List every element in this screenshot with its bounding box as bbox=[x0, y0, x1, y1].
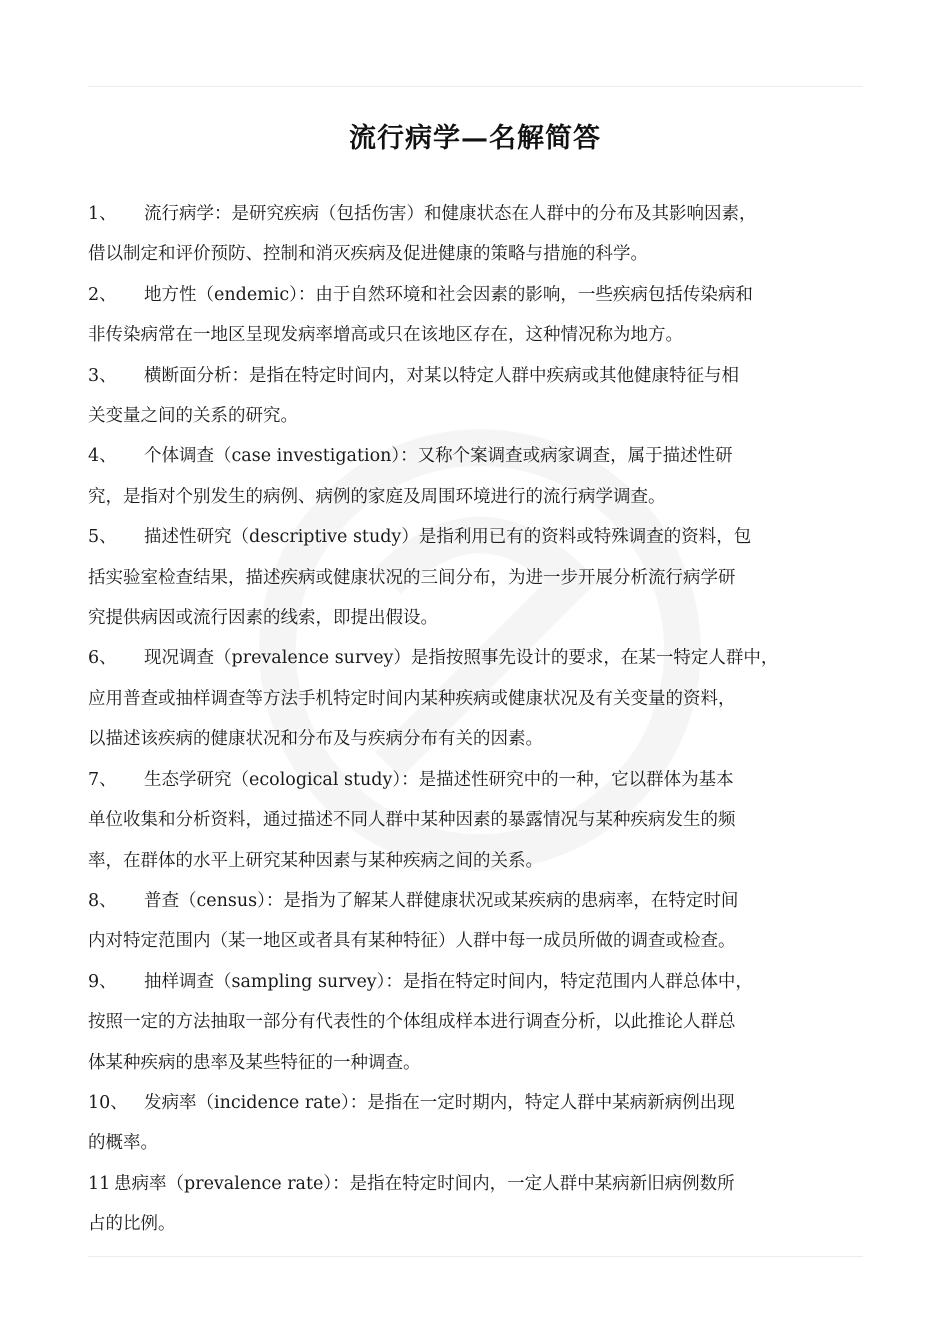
definition-entry bbox=[88, 194, 878, 275]
top-divider bbox=[88, 86, 863, 87]
entry-line bbox=[88, 1043, 878, 1083]
entry-text: 流行病学：是研究疾病（包括伤害）和健康状态在人群中的分布及其影响因素， bbox=[144, 204, 757, 224]
entry-text: 的概率。 bbox=[88, 1133, 158, 1154]
entry-text: 究，是指对个别发生的病例、病例的家庭及周围环境进行的流行病学调查。 bbox=[88, 486, 666, 507]
entry-line bbox=[88, 719, 878, 759]
entry-line bbox=[88, 841, 878, 881]
entry-text: 率，在群体的水平上研究某种因素与某种疾病之间的关系。 bbox=[88, 850, 543, 871]
entry-line bbox=[88, 962, 878, 1002]
entry-text: 借以制定和评价预防、控制和消灭疾病及促进健康的策略与措施的科学。 bbox=[88, 244, 648, 265]
entry-number: 2、 bbox=[88, 284, 117, 305]
entry-text: 究提供病因或流行因素的线索，即提出假设。 bbox=[88, 608, 438, 629]
definition-entry bbox=[88, 436, 878, 517]
entry-line bbox=[88, 800, 878, 840]
entry-line bbox=[88, 1083, 878, 1123]
entry-list bbox=[88, 194, 878, 1245]
entry-text: 个体调查（case investigation）：又称个案调查或病家调查，属于描述性研 bbox=[144, 446, 733, 467]
entry-line bbox=[88, 396, 878, 436]
entry-text: 占的比例。 bbox=[88, 1214, 176, 1235]
entry-text: 横断面分析：是指在特定时间内，对某以特定人群中疾病或其他健康特征与相 bbox=[144, 365, 739, 386]
definition-entry bbox=[88, 638, 878, 759]
entry-line bbox=[88, 1164, 878, 1204]
entry-number: 7、 bbox=[88, 769, 117, 790]
entry-number: 10、 bbox=[88, 1092, 128, 1113]
entry-line bbox=[88, 1002, 878, 1042]
entry-line bbox=[88, 1204, 878, 1244]
entry-number: 4、 bbox=[88, 446, 117, 467]
entry-text: 现况调查（prevalence survey）是指按照事先设计的要求，在某一特定人群中， bbox=[144, 648, 779, 669]
entry-text: 非传染病常在一地区呈现发病率增高或只在该地区存在，这种情况称为地方。 bbox=[88, 325, 683, 346]
definition-entry bbox=[88, 356, 878, 437]
definition-entry bbox=[88, 517, 878, 638]
entry-text: 括实验室检查结果，描述疾病或健康状况的三间分布，为进一步开展分析流行病学研 bbox=[88, 567, 736, 588]
entry-number: 8、 bbox=[88, 890, 117, 911]
definition-entry bbox=[88, 275, 878, 356]
entry-number: 1、 bbox=[88, 204, 117, 224]
entry-text: 抽样调查（sampling survey）：是指在特定时间内，特定范围内人群总体中， bbox=[144, 971, 753, 992]
entry-number: 3、 bbox=[88, 365, 117, 386]
definition-entry bbox=[88, 1083, 878, 1164]
entry-text: 生态学研究（ecological study）：是描述性研究中的一种，它以群体为基本 bbox=[144, 769, 734, 790]
entry-text: 描述性研究（descriptive study）是指利用已有的资料或特殊调查的资料，包 bbox=[144, 527, 752, 548]
entry-line bbox=[88, 356, 878, 396]
bottom-divider bbox=[88, 1256, 863, 1257]
entry-line bbox=[88, 477, 878, 517]
entry-number: 5、 bbox=[88, 527, 117, 548]
page-title: 流行病学—名解简答 bbox=[349, 123, 601, 154]
entry-text: 关变量之间的关系的研究。 bbox=[88, 406, 298, 427]
entry-text: 地方性（endemic）：由于自然环境和社会因素的影响，一些疾病包括传染病和 bbox=[144, 284, 753, 305]
entry-line bbox=[88, 436, 878, 476]
definition-entry bbox=[88, 760, 878, 881]
entry-text: 按照一定的方法抽取一部分有代表性的个体组成样本进行调查分析，以此推论人群总 bbox=[88, 1012, 736, 1033]
entry-line bbox=[88, 194, 878, 234]
entry-text: 以描述该疾病的健康状况和分布及与疾病分布有关的因素。 bbox=[88, 729, 543, 750]
entry-line bbox=[88, 558, 878, 598]
entry-line bbox=[88, 275, 878, 315]
entry-text: 应用普查或抽样调查等方法手机特定时间内某种疾病或健康状况及有关变量的资料， bbox=[88, 688, 736, 709]
entry-line bbox=[88, 1123, 878, 1163]
entry-line bbox=[88, 234, 878, 274]
definition-entry bbox=[88, 1164, 878, 1245]
entry-line bbox=[88, 679, 878, 719]
entry-text: 内对特定范围内（某一地区或者具有某种特征）人群中每一成员所做的调查或检查。 bbox=[88, 931, 736, 952]
entry-text: 单位收集和分析资料，通过描述不同人群中某种因素的暴露情况与某种疾病发生的频 bbox=[88, 810, 736, 831]
entry-text: 普查（census）：是指为了解某人群健康状况或某疾病的患病率，在特定时间 bbox=[144, 890, 739, 911]
entry-text: 患病率（prevalence rate）：是指在特定时间内，一定人群中某病新旧病例数所 bbox=[114, 1173, 735, 1194]
entry-line bbox=[88, 881, 878, 921]
entry-line bbox=[88, 315, 878, 355]
entry-number: 9、 bbox=[88, 971, 117, 992]
definition-entry bbox=[88, 962, 878, 1083]
entry-line bbox=[88, 638, 878, 678]
entry-line bbox=[88, 517, 878, 557]
entry-text: 发病率（incidence rate）：是指在一定时期内，特定人群中某病新病例出现 bbox=[144, 1092, 735, 1113]
definition-entry bbox=[88, 881, 878, 962]
entry-number: 6、 bbox=[88, 648, 117, 669]
entry-text: 体某种疾病的患率及某些特征的一种调查。 bbox=[88, 1052, 421, 1073]
entry-line bbox=[88, 760, 878, 800]
entry-line bbox=[88, 598, 878, 638]
entry-number: 11 bbox=[88, 1173, 111, 1194]
entry-line bbox=[88, 921, 878, 961]
